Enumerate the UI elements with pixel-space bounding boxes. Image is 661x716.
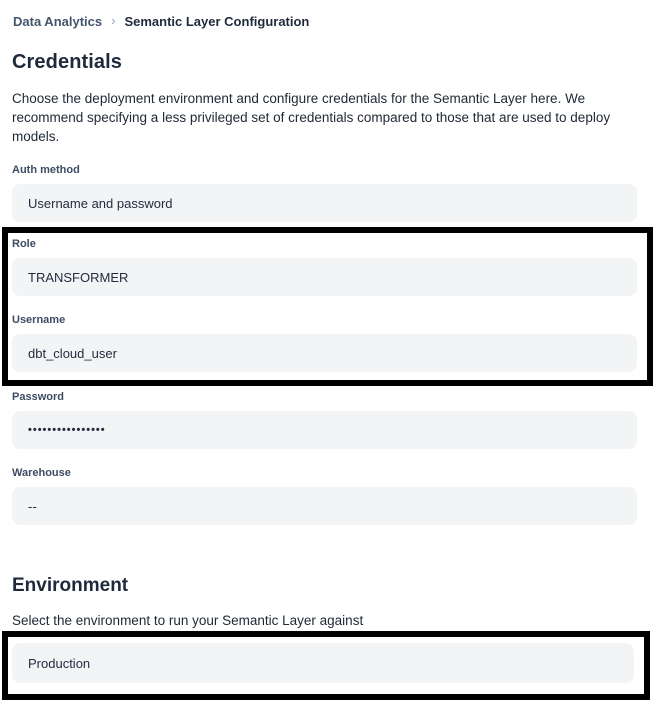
credentials-highlight-box	[2, 227, 653, 386]
warehouse-input[interactable]	[12, 487, 637, 525]
environment-select[interactable]	[12, 643, 634, 683]
breadcrumb	[12, 14, 637, 29]
breadcrumb-item-current: Semantic Layer Configuration	[124, 14, 310, 29]
auth-method-label: Auth method	[12, 164, 80, 176]
auth-method-field-group	[12, 164, 637, 222]
environment-heading: Environment	[12, 575, 129, 596]
username-label: Username	[12, 314, 66, 326]
warehouse-value: --	[28, 498, 37, 514]
environment-value: Production	[28, 655, 91, 671]
environment-highlight-box	[2, 631, 650, 700]
role-field-group	[12, 238, 637, 296]
role-input[interactable]	[12, 258, 637, 296]
warehouse-field-group	[12, 467, 637, 525]
credentials-heading: Credentials	[12, 51, 123, 73]
password-label: Password	[12, 391, 64, 403]
username-value: dbt_cloud_user	[28, 345, 117, 361]
username-input[interactable]	[12, 334, 637, 372]
password-value: ••••••••••••••••	[28, 424, 106, 436]
credentials-description: Choose the deployment environment and configure credentials for the Semantic Layer here. We recommend specifying a less privileged set of credentials compared to those that are used to deploy models.	[12, 91, 611, 144]
role-label: Role	[12, 238, 36, 250]
username-field-group	[12, 314, 637, 372]
auth-method-value: Username and password	[28, 195, 173, 211]
chevron-right-icon: ›	[111, 13, 116, 28]
warehouse-label: Warehouse	[12, 467, 71, 479]
password-field-group	[12, 391, 637, 449]
environment-description: Select the environment to run your Semantic Layer against	[12, 613, 364, 628]
auth-method-select[interactable]	[12, 184, 637, 222]
breadcrumb-item-data-analytics[interactable]: Data Analytics	[13, 14, 103, 29]
password-input[interactable]	[12, 411, 637, 449]
role-value: TRANSFORMER	[28, 269, 129, 285]
